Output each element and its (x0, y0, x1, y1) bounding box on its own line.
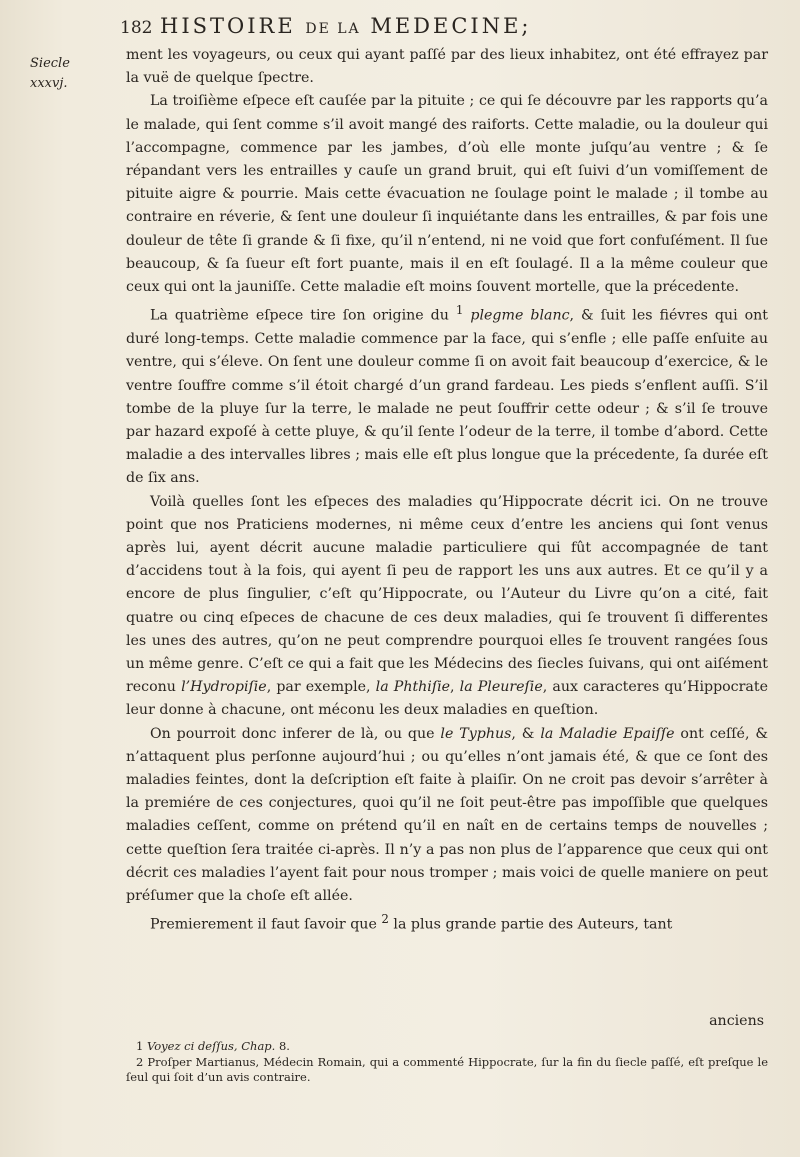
footnotes (126, 1039, 768, 1086)
p4-emphasis-2: la Phthiſie (375, 679, 451, 696)
p4-text-a: Voilà quelles ſont les eſpeces des maladies qu’Hippocrate décrit ici. On ne trouve point que nos Praticiens modernes, ni même ceux d’entre les anciens qui ſont venus après lui, ayent décrit aucune maladie particuliere qui fût accompagnée de tant d’accidens tout à la fois, qui ayent ſi peu de rapport les uns aux autres. Et ce qu’il y a encore de plus ſingulier, c’eſt qu’Hippocrate, ou l’Auteur du Livre qu’on a cité, fait quatre ou cinq eſpeces de chacune de ces deux maladies, qui ſe trouvent ſi differentes les unes des autres, qu’on ne peut comprendre pourquoi elles ſe trouvent rangées ſous un même genre. C’eſt ce qui a fait que les Médecins des ſiecles ſuivans, qui ont aiſément reconu (126, 493, 768, 696)
p4-text-d: , aux caracteres qu’Hippocrate leur donne à chacune, ont méconu les deux maladies en queſtion. (126, 679, 768, 719)
p3-emphasis: plegme blanc (470, 307, 570, 324)
paragraph-2: La troiſième eſpece eſt cauſée par la pituite ; ce qui ſe découvre par les rapports qu’a le malade, qui ſent comme s’il avoit mangé des raiforts. Cette maladie, ou la douleur qui l’accompagne, commence par les jambes, d’où elle monte juſqu’au ventre ; & ſe répandant vers les entrailles y cauſe un grand bruit, qui eſt ſuivi d’un vomiſſement de pituite aigre & pourrie. Mais cette évacuation ne ſoulage point le malade ; il tombe au contraire en réverie, & ſent une douleur ſi inquiétante dans les entrailles, & par fois une douleur de tête ſi grande & ſi fixe, qu’il n’entend, ni ne void que fort confuſément. Il ſue beaucoup, & ſa ſueur eſt fort puante, mais il en eſt ſoulagé. Il a la même couleur que ceux qui ont la jauniſſe. Cette maladie eſt moins ſouvent mortelle, que la précedente. (126, 93, 768, 296)
paragraph-4 (126, 491, 768, 723)
p3-text-a: La quatrième eſpece tire ſon origine du (150, 307, 456, 324)
p4-emphasis-1: l’Hydropiſie (181, 679, 267, 696)
p4-text-b: , par exemple, (266, 679, 376, 696)
p5-text-b: , & (511, 725, 541, 742)
title-medecine: MEDECINE; (370, 14, 532, 38)
footnote-1-emphasis: Voyez ci deſſus, Chap. (146, 1039, 276, 1053)
footnote-2 (126, 1055, 768, 1085)
paragraph-5 (126, 723, 768, 909)
p4-text-c: , (450, 679, 460, 696)
title-de-la: DE LA (305, 21, 361, 37)
running-title (160, 14, 532, 38)
footnote-2-number: 2 (136, 1055, 144, 1069)
p3-text-b: , & ſuit les fiévres qui ont duré long-temps. Cette maladie commence par la face, qui s’enfle ; elle paſſe enſuite au ventre, qui s’éleve. On ſent une douleur comme ſi on avoit fait beaucoup d’exercice, & le ventre ſouffre comme s’il étoit chargé d’un grand fardeau. Les pieds s’enflent auſſi. S’il tombe de la pluye ſur la terre, le malade ne peut ſouffrir cette odeur ; & s’il ſe trouve par hazard expoſé à cette pluye, & qu’il ſente l’odeur de la terre, il tombe d’abord. Cette maladie a des intervalles libres ; mais elle eſt plus longue que la précedente, ſa durée eſt de ſix ans. (126, 307, 768, 487)
footnote-1-number: 1 (136, 1039, 144, 1053)
footnote-ref-1: 1 (455, 303, 464, 318)
p6-text-b: la plus grande partie des Auteurs, tant (388, 916, 673, 933)
footnote-ref-2: 2 (381, 912, 389, 927)
title-histoire: HISTOIRE (160, 14, 296, 38)
footnote-2-text: Proſper Martianus, Médecin Romain, qui a commenté Hippocrate, ſur la fin du ſiecle paſſé, eſt preſque le ſeul qui ſoit d’un avis contraire. (126, 1055, 769, 1084)
running-header (120, 14, 770, 48)
paragraph-6 (126, 908, 768, 937)
p5-text-a: On pourroit donc inferer de là, ou que (150, 725, 441, 742)
p6-text-a: Premierement il faut ſavoir que (150, 916, 382, 933)
p5-emphasis-1: le Typhus (440, 725, 512, 742)
p5-text-c: ont ceſſé, & n’attaquent plus perſonne aujourd’hui ; ou qu’elles n’ont jamais été, & que ce ſont des maladies feintes, dont la deſcription eſt faite à plaiſir. On ne croit pas devoir s’arrêter à la premiére de ces conjectures, quoi qu’il ne ſoit peut-être pas impoſſible que quelques maladies ceſſent, comme on prétend qu’il en naît en de certains temps de nouvelles ; cette queſtion ſera traitée ci-après. Il n’y a pas non plus de l’apparence que ceux qui ont décrit ces maladies l’ayent fait pour nous tromper ; mais voici de quelle maniere on peut préſumer que la choſe eſt allée. (126, 725, 768, 905)
catchword: anciens (709, 1013, 764, 1029)
p4-emphasis-3: la Pleureſie (459, 679, 543, 696)
footnote-1 (126, 1039, 768, 1054)
page-number: 182 (120, 18, 153, 38)
footnote-1-rest: 8. (275, 1039, 290, 1053)
margin-note-century (30, 54, 100, 94)
margin-note-line2: xxxvj. (30, 76, 68, 91)
body-text (126, 44, 768, 937)
paragraph-3 (126, 299, 768, 490)
p5-emphasis-2: la Maladie Epaiſſe (540, 725, 675, 742)
paragraph-1: ment les voyageurs, ou ceux qui ayant paſſé par des lieux inhabitez, ont été effrayez par la vuë de quelque ſpectre. (126, 47, 768, 87)
margin-note-line1: Siecle (30, 56, 70, 71)
